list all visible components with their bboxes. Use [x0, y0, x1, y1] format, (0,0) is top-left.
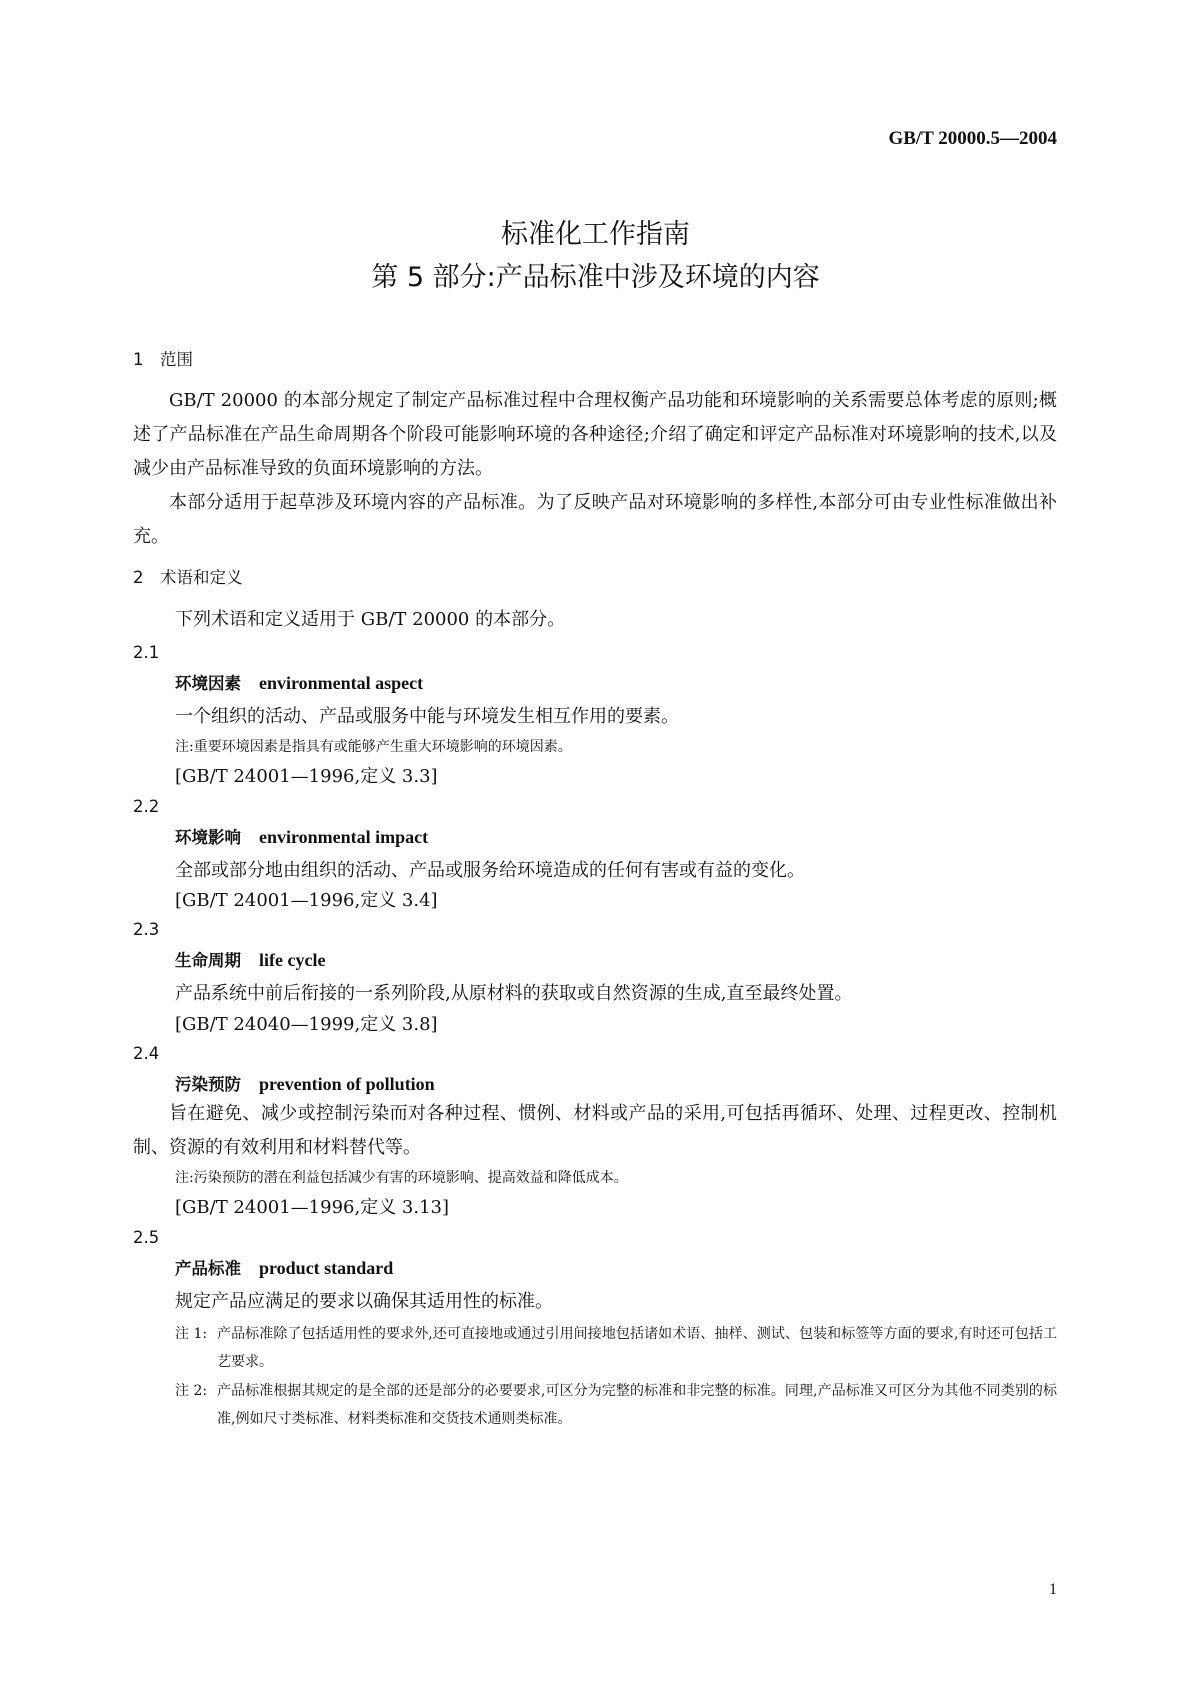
term-reference: [GB/T 24040—1999,定义 3.8] [175, 1014, 438, 1035]
term-en: life cycle [259, 950, 326, 970]
term-number: 2.4 [133, 1044, 160, 1063]
term-reference: [GB/T 24001—1996,定义 3.3] [175, 766, 438, 787]
term-zh: 环境影响 [175, 828, 241, 847]
document-subtitle: 第 5 部分:产品标准中涉及环境的内容 [371, 262, 820, 293]
section-heading-terms: 2 术语和定义 [133, 568, 243, 587]
term-reference: [GB/T 24001—1996,定义 3.13] [175, 1197, 450, 1218]
term-number: 2.3 [133, 920, 160, 939]
scope-paragraph-2: 本部分适用于起草涉及环境内容的产品标准。为了反映产品对环境影响的多样性,本部分可由专业性标准做出补充。 [133, 492, 1057, 547]
term-reference: [GB/T 24001—1996,定义 3.4] [175, 890, 438, 911]
term-zh: 生命周期 [175, 951, 241, 970]
term-definition: 规定产品应满足的要求以确保其适用性的标准。 [175, 1291, 553, 1312]
term-definition: 产品系统中前后衔接的一系列阶段,从原材料的获取或自然资源的生成,直至最终处置。 [175, 983, 853, 1004]
term-en: environmental aspect [259, 673, 424, 693]
note-text: 产品标准根据其规定的是全部的还是部分的必要要求,可区分为完整的标准和非完整的标准。同理,产品标准又可区分为其他不同类别的标准,例如尺寸类标准、材料类标准和交货技术通则类标准。 [217, 1383, 1057, 1427]
term-zh: 环境因素 [175, 674, 241, 693]
term-note: 注:污染预防的潜在利益包括减少有害的环境影响、提高效益和降低成本。 [175, 1170, 628, 1186]
term-note-2 [175, 1377, 1057, 1433]
term-en: prevention of pollution [259, 1074, 435, 1094]
document-title: 标准化工作指南 [501, 219, 690, 250]
term-heading [175, 670, 423, 694]
term-definition: 旨在避免、减少或控制污染而对各种过程、惯例、材料或产品的采用,可包括再循环、处理、过程更改、控制机制、资源的有效利用和材料替代等。 [133, 1103, 1057, 1158]
term-note: 注:重要环境因素是指具有或能够产生重大环境影响的环境因素。 [175, 739, 572, 755]
note-text: 产品标准除了包括适用性的要求外,还可直接地或通过引用间接地包括诸如术语、抽样、测试、包装和标签等方面的要求,有时还可包括工艺要求。 [217, 1326, 1057, 1370]
page-number: 1 [1049, 1581, 1057, 1598]
term-number: 2.1 [133, 643, 160, 662]
term-zh: 污染预防 [175, 1075, 241, 1094]
term-heading [175, 947, 325, 971]
term-heading [175, 1255, 393, 1279]
term-heading [175, 824, 428, 848]
note-label: 注 2: [175, 1383, 208, 1399]
term-heading [175, 1071, 435, 1095]
section-heading-scope: 1 范围 [133, 350, 193, 369]
term-definition: 全部或部分地由组织的活动、产品或服务给环境造成的任何有害或有益的变化。 [175, 860, 805, 881]
term-en: product standard [259, 1258, 394, 1278]
term-zh: 产品标准 [175, 1259, 241, 1278]
term-en: environmental impact [259, 827, 429, 847]
term-number: 2.2 [133, 797, 160, 816]
term-definition: 一个组织的活动、产品或服务中能与环境发生相互作用的要素。 [175, 706, 679, 727]
term-number: 2.5 [133, 1228, 160, 1247]
scope-paragraph-1: GB/T 20000 的本部分规定了制定产品标准过程中合理权衡产品功能和环境影响的关系需要总体考虑的原则;概述了产品标准在产品生命周期各个阶段可能影响环境的各种途径;介绍了确定和评定产品标准对环境影响的技术,以及减少由产品标准导致的负面环境影响的方法。 [133, 390, 1057, 479]
note-label: 注 1: [175, 1326, 208, 1342]
standard-number: GB/T 20000.5—2004 [888, 128, 1057, 149]
terms-intro: 下列术语和定义适用于 GB/T 20000 的本部分。 [175, 609, 566, 630]
term-note-1 [175, 1320, 1057, 1376]
